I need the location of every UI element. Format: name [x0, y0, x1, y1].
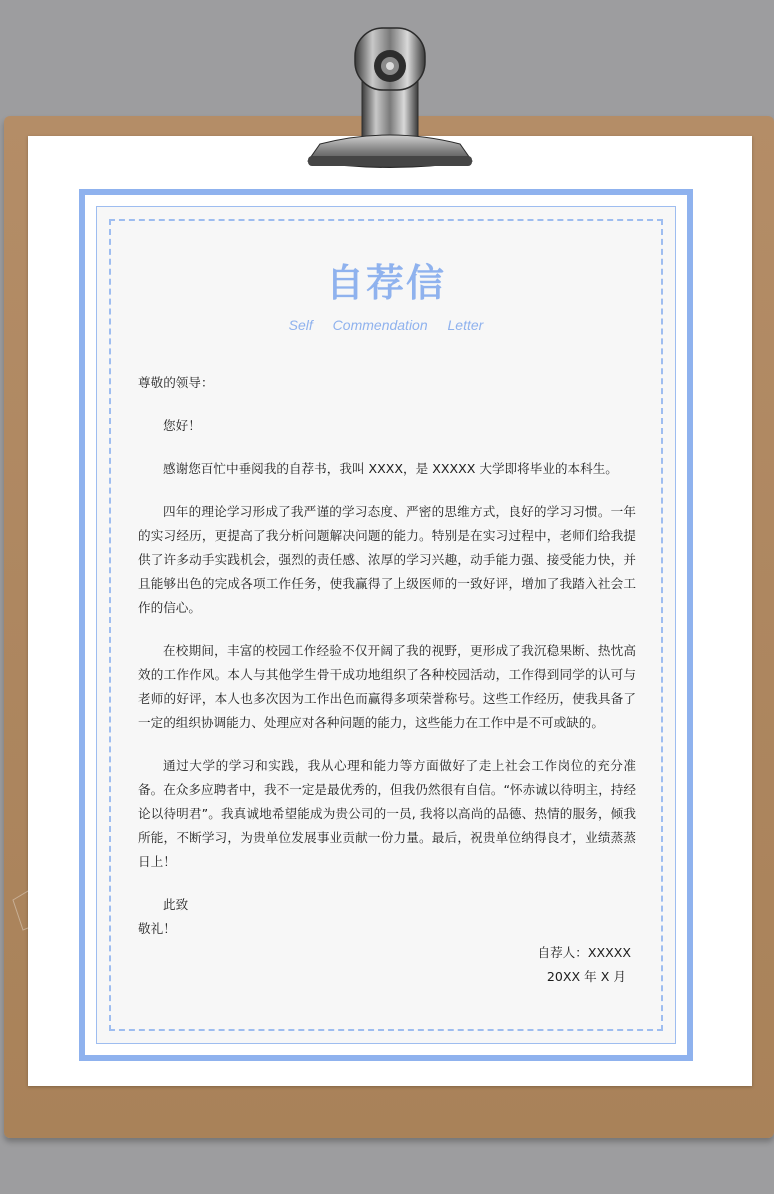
paragraph-intro: 感谢您百忙中垂阅我的自荐书，我叫 XXXX，是 XXXXX 大学即将毕业的本科生。 — [163, 461, 618, 476]
salutation: 尊敬的领导： — [138, 375, 214, 390]
paragraph-study: 四年的理论学习形成了我严谨的学习态度、严密的思维方式，良好的学习习惯。一年的实习经历，更提高了我分析问题解决问题的能力。特别是在实习过程中，老师们给我提供了许多动手实践机会，强烈的责任感、浓厚的学习兴趣，动手能力强、接受能力快，并且能够出色的完成各项工作任务，使我赢得了上级医师的一致好评，增加了我踏入社会工作的信心。 — [138, 504, 636, 615]
paragraph-campus: 在校期间，丰富的校园工作经验不仅开阔了我的视野，更形成了我沉稳果断、热忱高效的工作作风。本人与其他学生骨干成功地组织了各种校园活动，工作得到同学的认可与老师的好评，本人也多次因为工作出色而赢得多项荣誉称号。这些工作经历，使我具备了一定的组织协调能力、处理应对各种问题的能力，这些能力在工作中是不可或缺的。 — [138, 643, 636, 730]
binder-clip-icon — [300, 26, 480, 176]
letter-body — [138, 371, 636, 989]
letter-subtitle: Self Commendation Letter — [288, 317, 484, 333]
signature: 自荐人：XXXXX — [537, 945, 631, 960]
watermark-icon — [8, 880, 98, 940]
paragraph-closing: 通过大学的学习和实践，我从心理和能力等方面做好了走上社会工作岗位的充分准备。在众多应聘者中，我不一定是最优秀的，但我仍然很有自信。“怀赤诚以待明主，持经论以待明君”。我真诚地希望能成为贵公司的一员, 我将以高尚的品德、热情的服务，倾我所能，不断学习，为贵单位发展事业贡献一份力量。最后，祝贵单位纳得良才，业绩蒸蒸日上！ — [138, 758, 636, 869]
date: 20XX 年 X 月 — [546, 969, 626, 984]
greeting: 您好！ — [163, 418, 201, 433]
letter-title: 自荐信 — [325, 260, 446, 305]
closing-line-1: 此致 — [163, 897, 189, 912]
closing-line-2: 敬礼！ — [138, 921, 176, 936]
